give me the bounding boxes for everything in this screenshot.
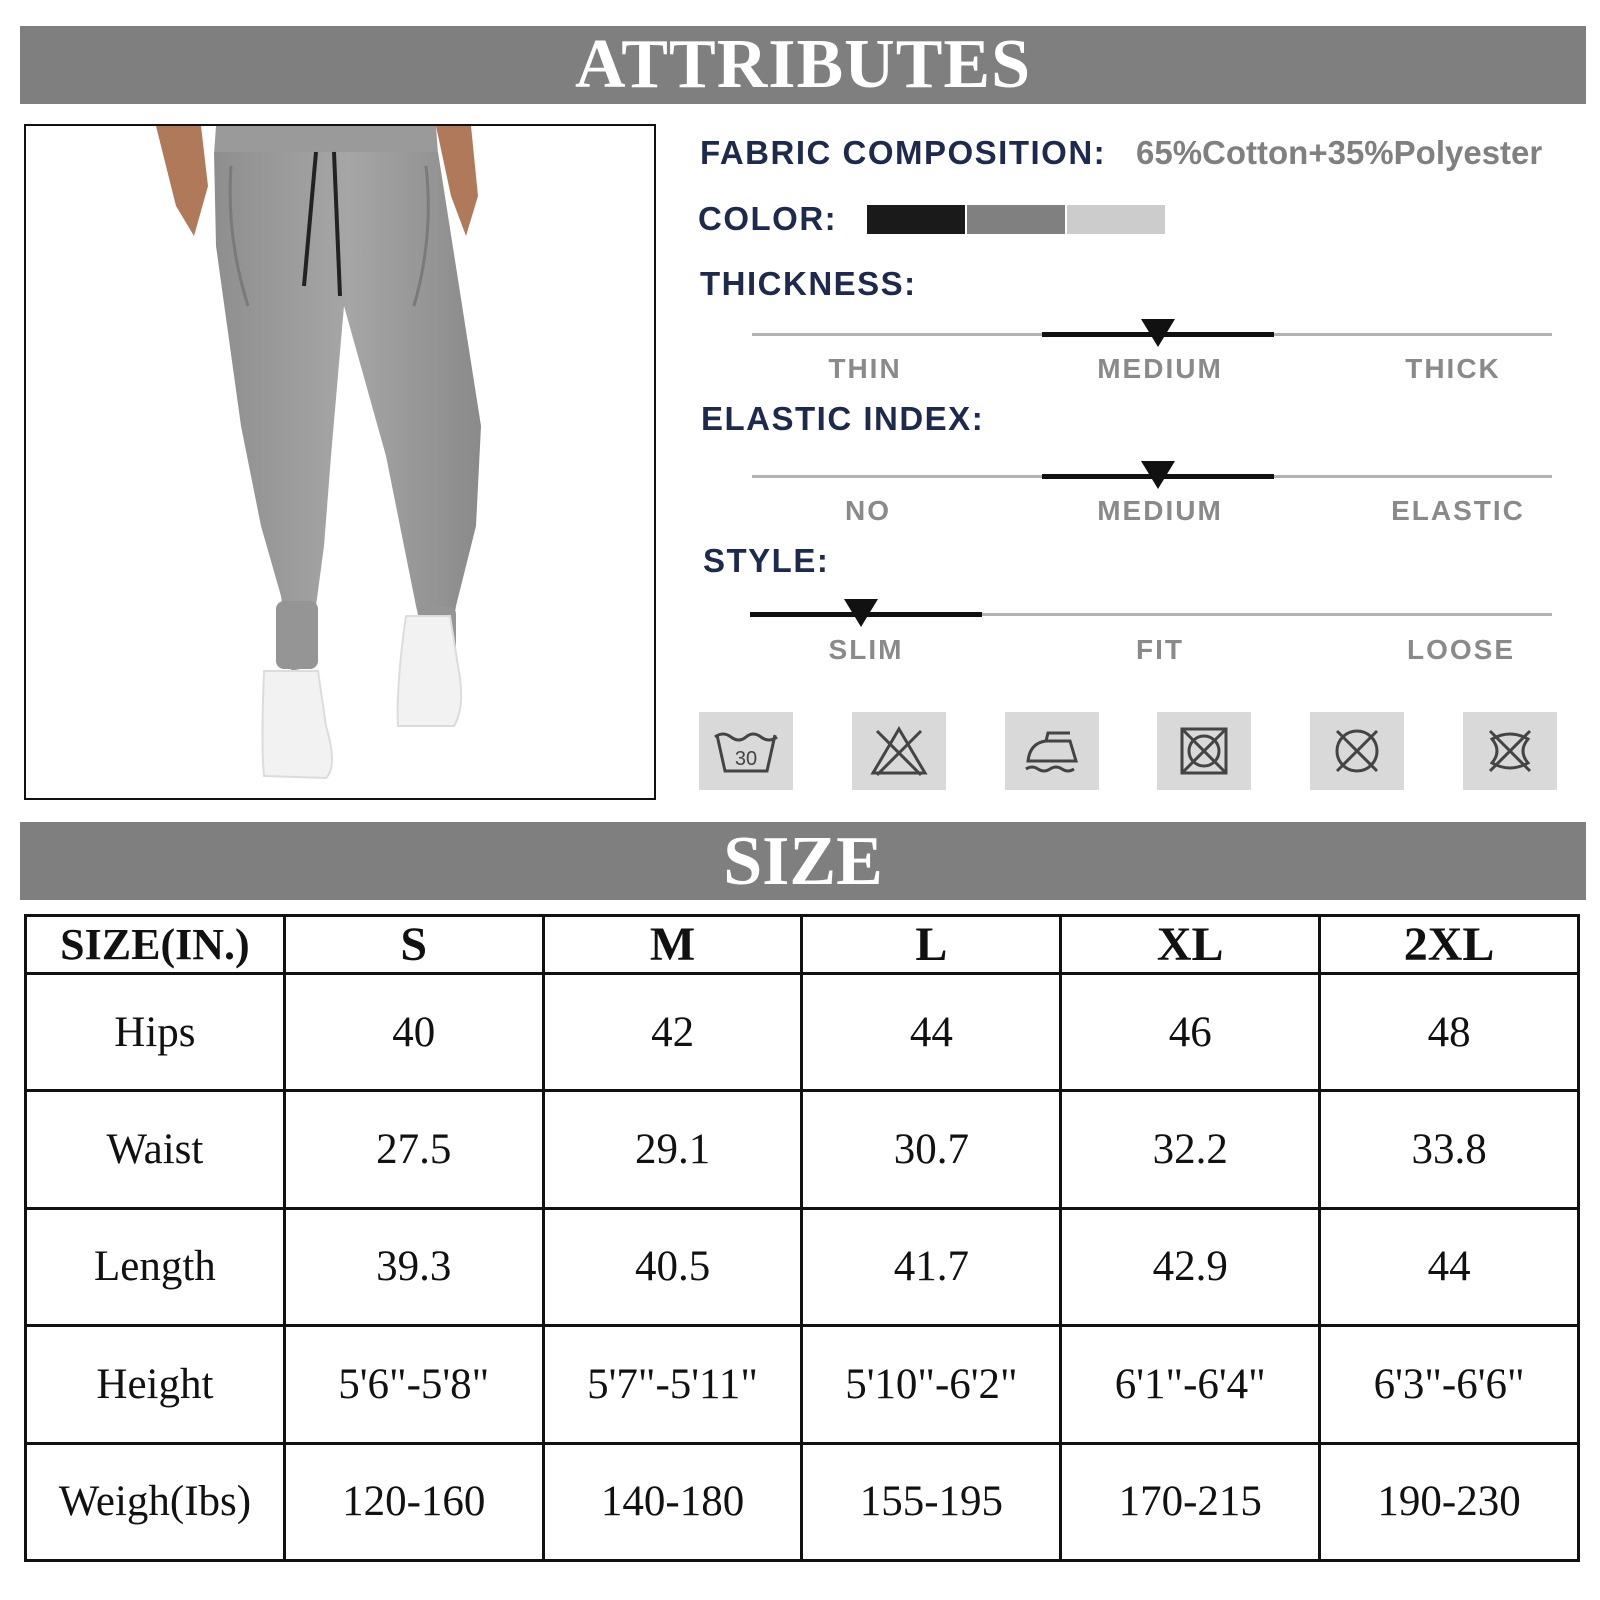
wash-30-icon <box>699 712 793 790</box>
table-cell: 32.2 <box>1061 1091 1320 1208</box>
iron-icon <box>1005 712 1099 790</box>
table-cell: 120-160 <box>284 1443 543 1560</box>
table-cell: 6'3"-6'6" <box>1320 1326 1579 1443</box>
table-cell: 48 <box>1320 974 1579 1091</box>
header-cell: 2XL <box>1320 916 1579 974</box>
table-cell: 30.7 <box>802 1091 1061 1208</box>
table-cell: 155-195 <box>802 1443 1061 1560</box>
no-dry-clean-icon <box>1310 712 1404 790</box>
row-label: Hips <box>26 974 285 1091</box>
header-cell: S <box>284 916 543 974</box>
table-row <box>26 1326 1579 1443</box>
scale-pointer-icon <box>1141 319 1175 347</box>
jogger-pants-image <box>26 126 654 798</box>
product-photo <box>24 124 656 800</box>
scale-option-thick: THICK <box>1405 353 1501 384</box>
no-wring-icon <box>1463 712 1557 790</box>
color-swatch <box>967 205 1065 234</box>
table-cell: 42.9 <box>1061 1208 1320 1325</box>
header-cell: M <box>543 916 802 974</box>
no-bleach-icon <box>852 712 946 790</box>
color-swatch <box>1067 205 1165 234</box>
thickness-label: THICKNESS: <box>700 265 917 302</box>
style-label: STYLE: <box>703 542 830 579</box>
table-cell: 27.5 <box>284 1091 543 1208</box>
scale-pointer-icon <box>844 599 878 627</box>
header-cell: SIZE(IN.) <box>26 916 285 974</box>
table-cell: 190-230 <box>1320 1443 1579 1560</box>
table-cell: 5'7"-5'11" <box>543 1326 802 1443</box>
table-cell: 41.7 <box>802 1208 1061 1325</box>
table-cell: 29.1 <box>543 1091 802 1208</box>
scale-option-elastic: ELASTIC <box>1391 495 1525 526</box>
table-row <box>26 1208 1579 1325</box>
scale-option-medium: MEDIUM <box>1097 353 1223 384</box>
scale-option-slim: SLIM <box>828 634 904 665</box>
table-cell: 5'10"-6'2" <box>802 1326 1061 1443</box>
table-cell: 140-180 <box>543 1443 802 1560</box>
table-cell: 42 <box>543 974 802 1091</box>
fabric-composition-value: 65%Cotton+35%Polyester <box>1136 134 1543 171</box>
scale-option-loose: LOOSE <box>1406 634 1516 665</box>
table-cell: 40.5 <box>543 1208 802 1325</box>
table-cell: 39.3 <box>284 1208 543 1325</box>
elastic-index-label: ELASTIC INDEX: <box>701 400 985 437</box>
header-cell: XL <box>1061 916 1320 974</box>
color-label: COLOR: <box>698 200 838 237</box>
row-label: Height <box>26 1326 285 1443</box>
row-label: Weigh(Ibs) <box>26 1443 285 1560</box>
attributes-banner: ATTRIBUTES <box>20 26 1586 104</box>
scale-option-fit: FIT <box>1136 634 1184 665</box>
size-table-header <box>26 916 1579 974</box>
scale-pointer-icon <box>1141 461 1175 489</box>
scale-option-medium: MEDIUM <box>1097 495 1223 526</box>
table-cell: 44 <box>1320 1208 1579 1325</box>
table-cell: 6'1"-6'4" <box>1061 1326 1320 1443</box>
table-row <box>26 1091 1579 1208</box>
color-swatch <box>867 205 965 234</box>
table-cell: 40 <box>284 974 543 1091</box>
no-tumble-dry-icon <box>1157 712 1251 790</box>
row-label: Waist <box>26 1091 285 1208</box>
table-row <box>26 974 1579 1091</box>
svg-text:30: 30 <box>734 748 758 770</box>
scale-option-no: NO <box>845 495 891 526</box>
header-cell: L <box>802 916 1061 974</box>
table-row <box>26 1443 1579 1560</box>
scale-option-thin: THIN <box>828 353 902 384</box>
table-cell: 5'6"-5'8" <box>284 1326 543 1443</box>
fabric-composition-label: FABRIC COMPOSITION: <box>700 134 1107 171</box>
size-banner: SIZE <box>20 822 1586 900</box>
table-cell: 33.8 <box>1320 1091 1579 1208</box>
table-cell: 46 <box>1061 974 1320 1091</box>
size-table <box>24 914 1580 1562</box>
table-cell: 170-215 <box>1061 1443 1320 1560</box>
table-cell: 44 <box>802 974 1061 1091</box>
row-label: Length <box>26 1208 285 1325</box>
